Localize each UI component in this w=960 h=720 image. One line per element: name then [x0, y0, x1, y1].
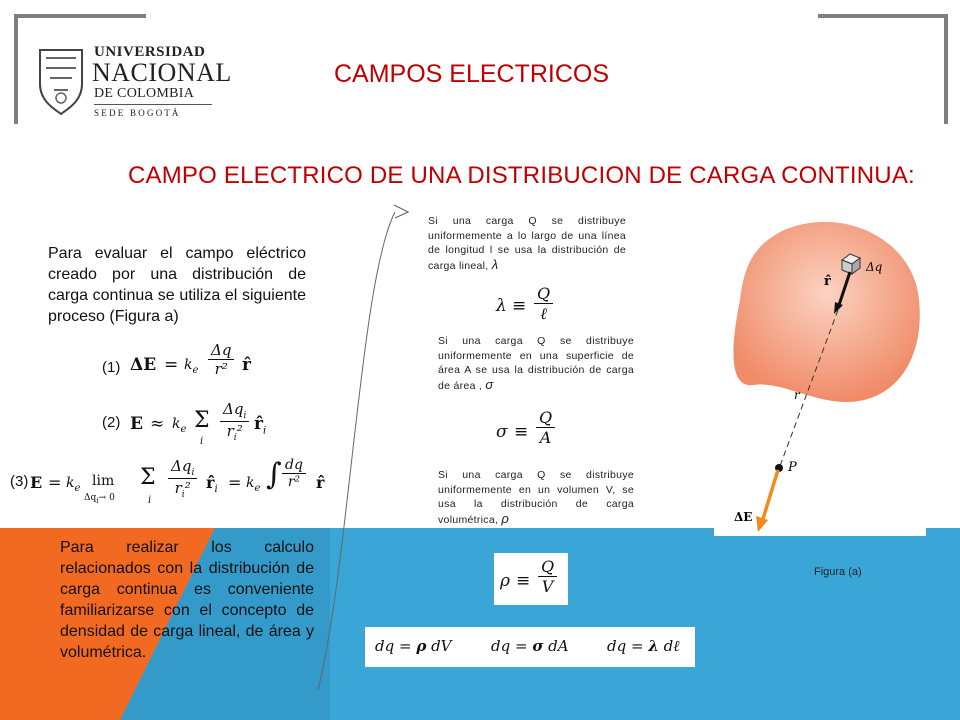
linear-density-description: Si una carga Q se distribuye uniformemente a lo largo de una línea de longitud l se usa la distribución de carga lineal, [428, 215, 626, 272]
r-label: r [794, 388, 800, 402]
eq1-label: (1) [102, 359, 121, 376]
logo-line-2: NACIONAL [92, 58, 232, 87]
linear-density-equation: λ ≡ Q ℓ [482, 282, 562, 330]
charge-distribution-diagram [714, 210, 926, 536]
connector-arrowhead [394, 205, 408, 218]
area-density-equation: σ ≡ $\frac{Q}{A}$ [486, 404, 566, 456]
p-label: P [788, 460, 797, 475]
figure-a [714, 210, 926, 536]
equation-2: E ≈ $k_e$ Σ i $\Delta q_i$ $r_i^2$ $r̂_i$ [124, 398, 274, 454]
field-vector-arrow [762, 470, 778, 522]
logo-line-4: S E D E B O G O T Á [94, 108, 179, 118]
figure-caption: Figura (a) [814, 566, 862, 578]
linear-density-text [428, 214, 626, 273]
charged-body [733, 222, 919, 402]
page-title: CAMPOS ELECTRICOS [334, 60, 610, 88]
de-label: ΔE [734, 510, 753, 524]
university-logo [36, 40, 232, 120]
eq2-label: (2) [102, 414, 121, 431]
intro-paragraph: Para evaluar el campo eléctrico creado por una distribución de carga continua se utiliza el siguiente proceso (Figura a) [48, 245, 306, 325]
volume-density-description: Si una carga Q se distribuye uniformemente en un volumen V, se usa la distribución de carga volumétrica, [438, 469, 634, 526]
bottom-paragraph: Para realizar los calculo relacionados con la distribución de carga continua es conveniente familiarizarse con el concepto de densidad de carga lineal, de área y volumétrica. [60, 539, 314, 661]
sigma-symbol: σ [485, 376, 494, 392]
shield-icon [36, 46, 86, 116]
frame-corner-top-right [818, 14, 948, 124]
logo-divider [94, 104, 212, 105]
area-density-description: Si una carga Q se distribuye uniformemente en una superficie de área A se usa la distribución de carga de área , [438, 335, 634, 392]
eq3-label: (3) [10, 473, 29, 490]
volume-density-equation: ρ ≡ $\frac{Q}{V}$ [494, 553, 568, 605]
equation-1: ΔE = $k_e$ $\frac{\Delta q}{\text{r²}}$ r̂ [124, 337, 254, 393]
section-subtitle: CAMPO ELECTRICO DE UNA DISTRIBUCION DE CARGA CONTINUA: [128, 162, 915, 189]
volume-density-text [438, 468, 634, 527]
rhat-label: r̂ [824, 274, 831, 289]
area-density-text [438, 334, 634, 393]
logo-line-3: DE COLOMBIA [94, 86, 195, 101]
logo-line-1: UNIVERSIDAD [94, 44, 206, 60]
lambda-symbol: λ [491, 256, 499, 272]
dq-relations-equation: dq = ρ dV dq = σ dA dq = λ dℓ [365, 627, 695, 667]
equation-3: E = $k_e$ lim $\Delta q_i\to 0$ Σ i $\Delta q_i$ $r_i^2$ $r̂_i$ = $k_e$ ∫ $\frac{dq}{\text{r²}}$ r̂ [28, 455, 332, 513]
rho-symbol: ρ [501, 510, 510, 526]
dq-label: Δq [866, 260, 883, 274]
